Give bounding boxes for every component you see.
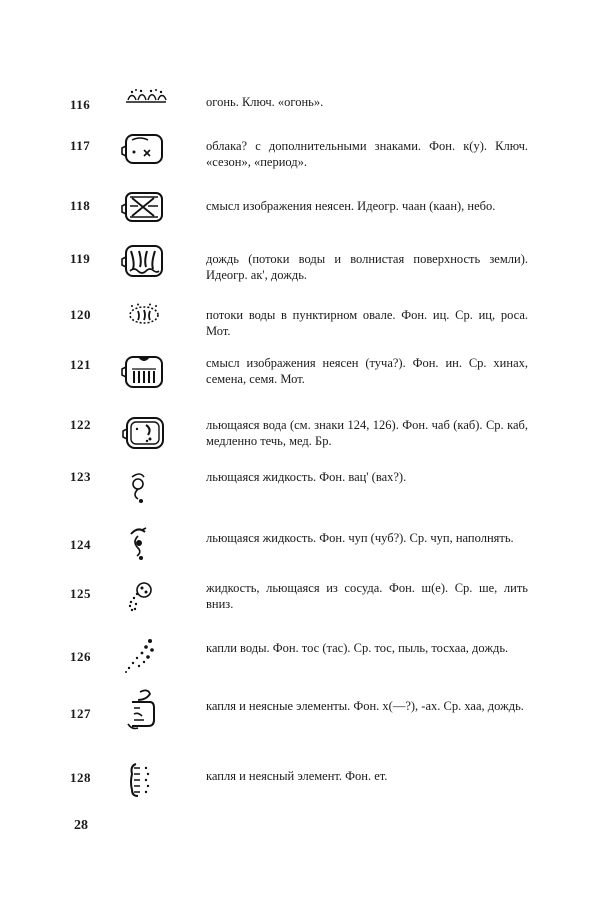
glyph-128-icon (126, 760, 156, 800)
entry-number: 123 (70, 469, 91, 484)
glyph-121-icon (120, 353, 166, 391)
entry-description: льющаяся жидкость. Фон. чуп (чуб?). Ср. чуп, наполнять. (206, 531, 514, 545)
entry-number: 118 (70, 198, 91, 213)
glyph-118-icon (120, 190, 166, 226)
entry-description: смысл изображения неясен. Идеогр. чаан (каан), небо. (206, 199, 496, 213)
entry-number: 121 (70, 357, 91, 372)
entry-number: 120 (70, 307, 91, 322)
entry-description: льющаяся вода (см. знаки 124, 126). Фон. чаб (каб). Ср. каб, медленно течь, мед. Бр. (206, 418, 528, 448)
entry-number: 117 (70, 138, 91, 153)
entry-number: 128 (70, 770, 91, 785)
glyph-120-icon (126, 303, 162, 327)
entry-description: жидкость, льющаяся из сосуда. Фон. ш(е). Ср. ше, лить вниз. (206, 581, 528, 611)
entry-description: льющаяся жидкость. Фон. вац' (вах?). (206, 470, 407, 484)
glyph-116-icon (124, 88, 168, 106)
glyph-125-icon (124, 580, 154, 616)
entry-number: 119 (70, 251, 91, 266)
glyph-119-icon (120, 243, 166, 281)
page-number: 28 (74, 818, 88, 833)
glyph-124-icon (128, 526, 150, 562)
glyph-123-icon (128, 471, 150, 505)
entry-description: облака? с дополнительными знаками. Фон. к(у). Ключ. «сезон», «период». (206, 139, 528, 169)
entry-number: 122 (70, 417, 91, 432)
entry-description: потоки воды в пунктирном овале. Фон. иц. Ср. иц, роса. Мот. (206, 308, 528, 338)
entry-number: 124 (70, 537, 91, 552)
entry-description: капля и неясный элемент. Фон. ет. (206, 769, 388, 783)
glyph-126-icon (122, 638, 156, 674)
entry-number: 116 (70, 97, 91, 112)
entry-description: дождь (потоки воды и волнистая поверхность земли). Идеогр. ак', дождь. (206, 252, 528, 282)
entry-number: 127 (70, 706, 91, 721)
entry-number: 126 (70, 649, 91, 664)
entry-description: смысл изображения неясен (туча?). Фон. ин. Ср. хинах, семена, семя. Мот. (206, 356, 528, 386)
glyph-117-icon (120, 132, 166, 168)
entry-number: 125 (70, 586, 91, 601)
entry-description: огонь. Ключ. «огонь». (206, 95, 324, 109)
entry-description: капля и неясные элементы. Фон. х(—?), -ах. Ср. хаа, дождь. (206, 699, 524, 713)
glyph-127-icon (124, 688, 158, 732)
entry-description: капли воды. Фон. тос (тас). Ср. тос, пыль, тосхаа, дождь. (206, 641, 509, 655)
glyph-122-icon (120, 415, 166, 453)
